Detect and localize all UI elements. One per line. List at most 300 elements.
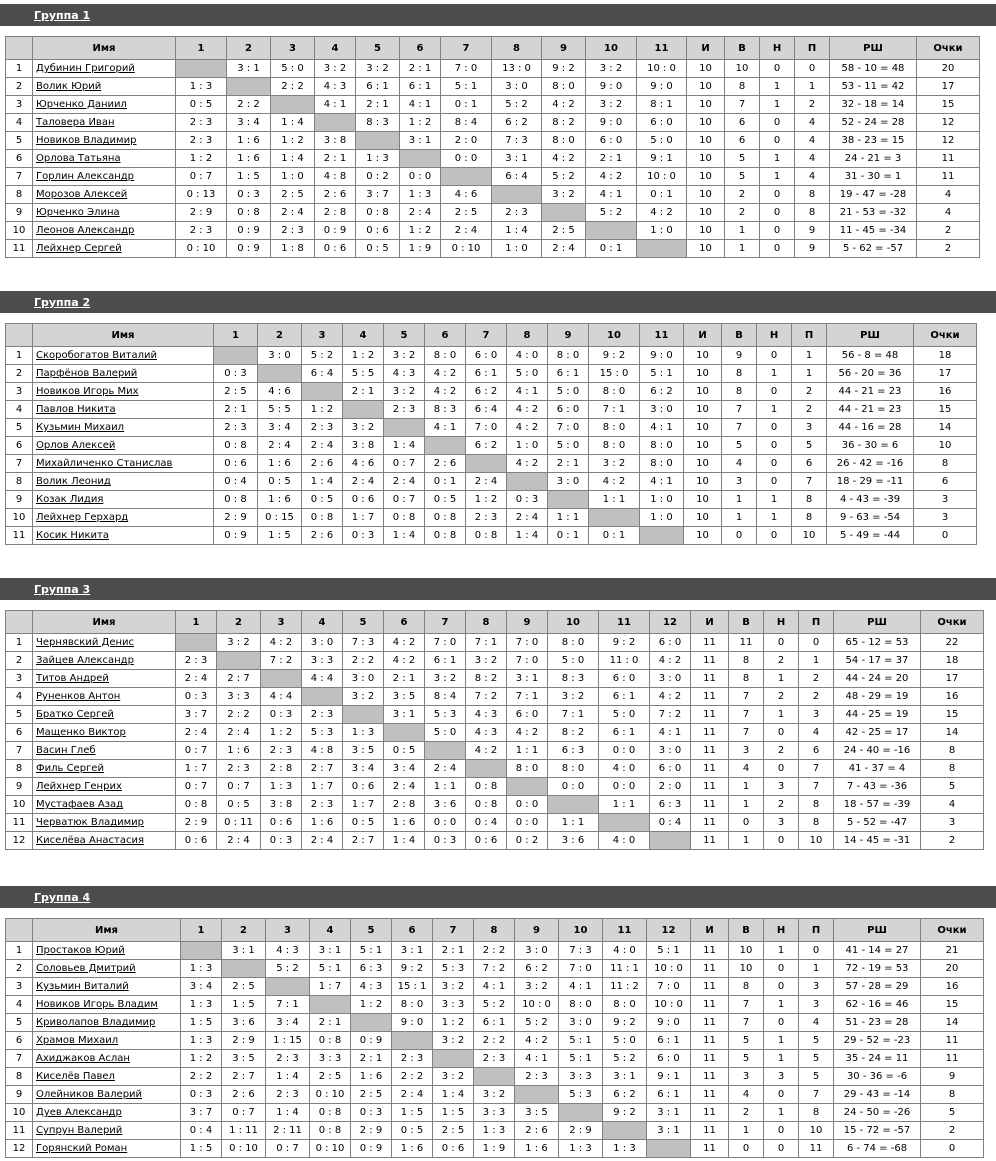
score-cell: 16 <box>914 383 977 401</box>
column-header: Имя <box>33 611 176 634</box>
score-cell: 2 : 1 <box>548 455 589 473</box>
player-name-link[interactable]: Лейхнер Генрих <box>36 781 122 792</box>
table-header-row <box>6 611 984 634</box>
column-header: 4 <box>315 37 356 60</box>
score-cell: 0 : 5 <box>343 814 384 832</box>
score-cell: 1 : 3 <box>181 1032 222 1050</box>
score-cell: 5 : 2 <box>542 168 586 186</box>
score-cell: 0 : 6 <box>343 778 384 796</box>
score-cell: 0 : 8 <box>356 204 400 222</box>
score-cell: 1 <box>792 365 827 383</box>
score-cell <box>343 401 384 419</box>
score-cell: 17 <box>921 670 984 688</box>
column-header: Н <box>764 919 799 942</box>
score-cell: 11 <box>691 634 729 652</box>
player-name-link[interactable]: Павлов Никита <box>36 404 116 415</box>
player-name-link[interactable]: Кузьмин Михаил <box>36 422 125 433</box>
score-cell: 30 - 36 = -6 <box>834 1068 921 1086</box>
player-name-link[interactable]: Новиков Игорь Мих <box>36 386 139 397</box>
score-cell: 1 <box>757 509 792 527</box>
score-cell: 2 <box>792 383 827 401</box>
player-name-link[interactable]: Косик Никита <box>36 530 109 541</box>
score-cell: 5 <box>921 1104 984 1122</box>
table-row <box>6 419 977 437</box>
score-cell: 29 - 52 = -23 <box>834 1032 921 1050</box>
player-name-link[interactable]: Волик Леонид <box>36 476 111 487</box>
score-cell: 1 : 3 <box>343 724 384 742</box>
score-cell: 2 : 4 <box>441 222 492 240</box>
player-name-cell <box>33 1032 181 1050</box>
score-cell: 6 : 1 <box>599 688 650 706</box>
column-header: 11 <box>640 324 684 347</box>
score-cell <box>343 706 384 724</box>
rank-cell: 10 <box>6 222 33 240</box>
score-cell: 4 <box>795 132 830 150</box>
column-header: 1 <box>176 37 227 60</box>
player-name-link[interactable]: Братко Сергей <box>36 709 114 720</box>
score-cell: 2 : 1 <box>433 942 474 960</box>
column-header: 2 <box>258 324 302 347</box>
score-cell: 0 : 4 <box>466 814 507 832</box>
score-cell: 2 : 5 <box>310 1068 351 1086</box>
score-cell: 3 <box>914 509 977 527</box>
column-header <box>6 919 33 942</box>
table-row <box>6 96 980 114</box>
player-name-link[interactable]: Горлин Александр <box>36 171 135 182</box>
score-cell: 1 : 5 <box>392 1104 433 1122</box>
score-cell: 12 <box>917 132 980 150</box>
player-name-link[interactable]: Парфёнов Валерий <box>36 368 138 379</box>
score-cell: 11 <box>691 814 729 832</box>
column-header: И <box>691 611 729 634</box>
player-name-link[interactable]: Дубинин Григорий <box>36 63 135 74</box>
player-name-link[interactable]: Васин Глеб <box>36 745 96 756</box>
rank-cell: 3 <box>6 383 33 401</box>
score-cell: 2 <box>917 240 980 258</box>
score-cell: 1 : 3 <box>176 78 227 96</box>
score-cell: 7 : 0 <box>425 634 466 652</box>
player-name-link[interactable]: Киселёва Анастасия <box>36 835 144 846</box>
score-cell: 1 : 2 <box>176 150 227 168</box>
score-cell <box>507 473 548 491</box>
table-row <box>6 1104 984 1122</box>
player-name-link[interactable]: Ахиджаков Аслан <box>36 1053 130 1064</box>
score-cell: 2 <box>725 186 760 204</box>
score-cell: 0 <box>764 634 799 652</box>
score-cell: 0 : 8 <box>384 509 425 527</box>
player-name-link[interactable]: Юрченко Элина <box>36 207 120 218</box>
column-header: И <box>687 37 725 60</box>
rank-cell: 1 <box>6 347 33 365</box>
score-cell: 3 : 2 <box>586 96 637 114</box>
group-title-link[interactable]: Группа 3 <box>34 583 91 596</box>
score-cell: 1 <box>729 796 764 814</box>
player-name-link[interactable]: Новиков Игорь Владим <box>36 999 158 1010</box>
rank-cell: 8 <box>6 186 33 204</box>
score-cell: 3 : 2 <box>586 60 637 78</box>
score-cell: 3 : 2 <box>384 383 425 401</box>
score-cell: 7 <box>799 1086 834 1104</box>
score-cell: 2 : 2 <box>343 652 384 670</box>
score-cell: 8 : 0 <box>548 347 589 365</box>
score-cell: 2 : 3 <box>176 222 227 240</box>
column-header <box>6 324 33 347</box>
score-cell: 1 : 2 <box>466 491 507 509</box>
score-cell: 3 : 0 <box>492 78 542 96</box>
player-name-link[interactable]: Горянский Роман <box>36 1143 128 1154</box>
score-cell: 2 : 4 <box>466 473 507 491</box>
score-cell: 10 <box>729 960 764 978</box>
player-name-link[interactable]: Скоробогатов Виталий <box>36 350 157 361</box>
score-cell: 9 : 1 <box>637 150 687 168</box>
score-cell: 3 : 1 <box>507 670 548 688</box>
score-cell: 3 : 8 <box>343 437 384 455</box>
score-cell: 4 : 1 <box>507 383 548 401</box>
column-header: 4 <box>343 324 384 347</box>
score-cell: 3 : 2 <box>356 60 400 78</box>
score-cell: 1 <box>764 1104 799 1122</box>
score-cell: 11 <box>691 978 729 996</box>
score-cell: 8 : 4 <box>441 114 492 132</box>
group-title-link[interactable]: Группа 4 <box>34 891 91 904</box>
score-cell: 19 - 47 = -28 <box>830 186 917 204</box>
results-table <box>5 610 984 850</box>
score-cell: 6 : 2 <box>492 114 542 132</box>
column-header: В <box>729 611 764 634</box>
score-cell: 1 : 4 <box>266 1104 310 1122</box>
player-name-link[interactable]: Орлов Алексей <box>36 440 116 451</box>
player-name-link[interactable]: Мащенко Виктор <box>36 727 126 738</box>
score-cell: 4 : 1 <box>650 724 691 742</box>
score-cell: 0 : 1 <box>637 186 687 204</box>
score-cell: 7 : 1 <box>266 996 310 1014</box>
score-cell: 3 : 0 <box>515 942 559 960</box>
score-cell: 2 : 3 <box>266 1086 310 1104</box>
score-cell: 3 : 1 <box>647 1104 691 1122</box>
score-cell: 5 - 52 = -47 <box>834 814 921 832</box>
score-cell: 0 : 10 <box>441 240 492 258</box>
score-cell: 3 : 0 <box>343 670 384 688</box>
table-header-row <box>6 919 984 942</box>
score-cell: 2 : 2 <box>474 942 515 960</box>
score-cell: 6 : 0 <box>599 670 650 688</box>
column-header: В <box>729 919 764 942</box>
score-cell: 10 <box>684 527 722 545</box>
player-name-cell <box>33 114 176 132</box>
score-cell: 11 <box>691 1014 729 1032</box>
player-name-link[interactable]: Морозов Алексей <box>36 189 128 200</box>
score-cell: 2 <box>729 1104 764 1122</box>
player-name-link[interactable]: Таловера Иван <box>36 117 115 128</box>
score-cell: 2 : 8 <box>315 204 356 222</box>
score-cell: 10 : 0 <box>637 168 687 186</box>
score-cell: 0 <box>760 204 795 222</box>
score-cell: 7 <box>722 401 757 419</box>
score-cell: 7 : 0 <box>548 419 589 437</box>
table-row <box>6 634 984 652</box>
table-row <box>6 960 984 978</box>
score-cell <box>492 186 542 204</box>
score-cell: 8 : 0 <box>640 437 684 455</box>
score-cell: 5 <box>799 1050 834 1068</box>
column-header: 11 <box>599 611 650 634</box>
score-cell: 57 - 28 = 29 <box>834 978 921 996</box>
score-cell: 3 : 4 <box>343 760 384 778</box>
score-cell: 8 : 0 <box>425 347 466 365</box>
score-cell: 2 : 7 <box>222 1068 266 1086</box>
player-name-cell <box>33 509 214 527</box>
score-cell: 62 - 16 = 46 <box>834 996 921 1014</box>
score-cell: 4 : 2 <box>425 383 466 401</box>
player-name-link[interactable]: Леонов Александр <box>36 225 135 236</box>
score-cell: 6 : 4 <box>492 168 542 186</box>
group-title-link[interactable]: Группа 2 <box>34 296 91 309</box>
player-name-link[interactable]: Мустафаев Азад <box>36 799 124 810</box>
score-cell: 8 : 0 <box>589 383 640 401</box>
score-cell: 8 <box>795 204 830 222</box>
player-name-link[interactable]: Руненков Антон <box>36 691 121 702</box>
score-cell: 1 <box>729 778 764 796</box>
score-cell: 2 : 1 <box>384 670 425 688</box>
score-cell: 6 : 1 <box>425 652 466 670</box>
score-cell: 20 <box>921 960 984 978</box>
score-cell: 1 : 5 <box>258 527 302 545</box>
player-name-cell <box>33 150 176 168</box>
score-cell: 1 : 9 <box>400 240 441 258</box>
score-cell: 1 <box>799 652 834 670</box>
score-cell: 3 <box>799 706 834 724</box>
score-cell: 15 <box>917 96 980 114</box>
score-cell: 2 : 6 <box>315 186 356 204</box>
score-cell: 0 : 1 <box>441 96 492 114</box>
group-title-link[interactable]: Группа 1 <box>34 9 91 22</box>
player-name-link[interactable]: Кузьмин Виталий <box>36 981 129 992</box>
score-cell: 1 : 0 <box>637 222 687 240</box>
score-cell: 6 : 4 <box>302 365 343 383</box>
score-cell: 6 : 0 <box>507 706 548 724</box>
score-cell: 38 - 23 = 15 <box>830 132 917 150</box>
score-cell: 3 : 1 <box>647 1122 691 1140</box>
score-cell: 1 : 1 <box>548 814 599 832</box>
rank-cell: 2 <box>6 365 33 383</box>
score-cell: 1 : 3 <box>400 186 441 204</box>
score-cell: 0 <box>764 760 799 778</box>
score-cell: 6 : 3 <box>548 742 599 760</box>
player-name-link[interactable]: Орлова Татьяна <box>36 153 121 164</box>
score-cell: 4 : 2 <box>261 634 302 652</box>
column-header: 3 <box>266 919 310 942</box>
score-cell: 0 : 10 <box>310 1140 351 1158</box>
table-row <box>6 204 980 222</box>
player-name-cell <box>33 527 214 545</box>
score-cell: 2 : 5 <box>441 204 492 222</box>
score-cell: 10 <box>684 365 722 383</box>
score-cell: 3 : 2 <box>474 1086 515 1104</box>
score-cell: 6 <box>725 132 760 150</box>
column-header: 2 <box>217 611 261 634</box>
score-cell: 36 - 30 = 6 <box>827 437 914 455</box>
score-cell: 3 : 2 <box>466 652 507 670</box>
score-cell: 4 <box>795 150 830 168</box>
score-cell: 0 <box>729 814 764 832</box>
score-cell: 1 <box>760 150 795 168</box>
score-cell: 0 : 5 <box>176 96 227 114</box>
rank-cell: 3 <box>6 978 33 996</box>
score-cell: 0 : 1 <box>425 473 466 491</box>
score-cell: 1 : 7 <box>343 796 384 814</box>
player-name-link[interactable]: Филь Сергей <box>36 763 104 774</box>
player-name-link[interactable]: Юрченко Даниил <box>36 99 127 110</box>
rank-cell: 8 <box>6 760 33 778</box>
rank-cell: 12 <box>6 1140 33 1158</box>
score-cell: 2 <box>799 670 834 688</box>
player-name-link[interactable]: Дуев Александр <box>36 1107 122 1118</box>
score-cell: 2 : 5 <box>433 1122 474 1140</box>
score-cell: 1 : 2 <box>181 1050 222 1068</box>
player-name-link[interactable]: Олейников Валерий <box>36 1089 143 1100</box>
column-header: Имя <box>33 37 176 60</box>
score-cell: 0 : 6 <box>315 240 356 258</box>
player-name-link[interactable]: Черватюк Владимир <box>36 817 145 828</box>
column-header: В <box>722 324 757 347</box>
score-cell: 10 <box>687 204 725 222</box>
score-cell: 6 : 0 <box>548 401 589 419</box>
player-name-link[interactable]: Храмов Михаил <box>36 1035 119 1046</box>
player-name-link[interactable]: Супрун Валерий <box>36 1125 123 1136</box>
player-name-link[interactable]: Криволапов Владимир <box>36 1017 156 1028</box>
score-cell: 8 <box>921 1086 984 1104</box>
score-cell: 8 : 0 <box>542 78 586 96</box>
score-cell: 3 : 6 <box>425 796 466 814</box>
score-cell: 8 <box>792 491 827 509</box>
score-cell: 4 <box>795 168 830 186</box>
score-cell: 5 : 0 <box>271 60 315 78</box>
score-cell: 18 <box>914 347 977 365</box>
score-cell: 1 : 2 <box>433 1014 474 1032</box>
score-cell: 3 : 2 <box>433 1068 474 1086</box>
player-name-cell <box>33 1014 181 1032</box>
score-cell: 2 : 7 <box>343 832 384 850</box>
score-cell: 11 <box>917 168 980 186</box>
player-name-cell <box>33 78 176 96</box>
column-header <box>6 37 33 60</box>
score-cell: 1 : 4 <box>492 222 542 240</box>
score-cell: 10 <box>687 240 725 258</box>
score-cell: 4 <box>795 114 830 132</box>
score-cell: 3 : 2 <box>315 60 356 78</box>
score-cell: 10 <box>792 527 827 545</box>
score-cell: 4 : 2 <box>507 419 548 437</box>
score-cell: 0 : 5 <box>258 473 302 491</box>
score-cell: 2 : 0 <box>650 778 691 796</box>
score-cell: 7 : 0 <box>441 60 492 78</box>
score-cell: 1 : 1 <box>425 778 466 796</box>
score-cell: 5 : 5 <box>343 365 384 383</box>
score-cell: 2 : 4 <box>176 670 217 688</box>
score-cell: 2 : 2 <box>181 1068 222 1086</box>
score-cell: 72 - 19 = 53 <box>834 960 921 978</box>
score-cell: 7 : 2 <box>650 706 691 724</box>
player-name-link[interactable]: Титов Андрей <box>36 673 109 684</box>
score-cell: 1 : 5 <box>227 168 271 186</box>
score-cell: 5 : 1 <box>647 942 691 960</box>
player-name-link[interactable]: Новиков Владимир <box>36 135 137 146</box>
score-cell: 0 : 3 <box>351 1104 392 1122</box>
player-name-link[interactable]: Волик Юрий <box>36 81 102 92</box>
rank-cell: 7 <box>6 1050 33 1068</box>
score-cell: 0 : 2 <box>356 168 400 186</box>
score-cell: 3 : 2 <box>433 978 474 996</box>
score-cell: 14 <box>921 1014 984 1032</box>
score-cell <box>650 832 691 850</box>
score-cell: 2 : 4 <box>384 473 425 491</box>
table-row <box>6 365 977 383</box>
player-name-link[interactable]: Простаков Юрий <box>36 945 125 956</box>
score-cell: 8 <box>729 652 764 670</box>
player-name-link[interactable]: Козак Лидия <box>36 494 104 505</box>
score-cell: 2 : 3 <box>392 1050 433 1068</box>
rank-cell: 11 <box>6 240 33 258</box>
score-cell: 5 <box>799 1032 834 1050</box>
score-cell: 4 : 0 <box>599 760 650 778</box>
player-name-cell <box>33 814 176 832</box>
score-cell: 0 : 3 <box>176 688 217 706</box>
score-cell: 1 : 4 <box>433 1086 474 1104</box>
score-cell: 8 : 0 <box>640 455 684 473</box>
score-cell <box>515 1086 559 1104</box>
score-cell <box>392 1032 433 1050</box>
score-cell: 4 : 2 <box>384 652 425 670</box>
rank-cell: 11 <box>6 814 33 832</box>
score-cell: 11 - 45 = -34 <box>830 222 917 240</box>
score-cell: 4 <box>722 455 757 473</box>
table-row <box>6 240 980 258</box>
player-name-link[interactable]: Зайцев Александр <box>36 655 134 666</box>
score-cell: 9 : 0 <box>586 78 637 96</box>
player-name-link[interactable]: Лейхнер Герхард <box>36 512 129 523</box>
score-cell: 2 : 1 <box>400 60 441 78</box>
score-cell: 8 <box>799 796 834 814</box>
score-cell: 42 - 25 = 17 <box>834 724 921 742</box>
score-cell: 1 : 5 <box>181 1140 222 1158</box>
score-cell: 8 <box>792 509 827 527</box>
score-cell: 4 : 2 <box>507 455 548 473</box>
score-cell: 1 : 6 <box>258 491 302 509</box>
player-name-link[interactable]: Чернявский Денис <box>36 637 135 648</box>
score-cell: 10 <box>687 60 725 78</box>
rank-cell: 7 <box>6 168 33 186</box>
column-header: 10 <box>548 611 599 634</box>
score-cell: 2 : 0 <box>441 132 492 150</box>
score-cell: 0 : 0 <box>548 778 599 796</box>
table-header-row <box>6 37 980 60</box>
score-cell <box>384 419 425 437</box>
score-cell: 0 : 7 <box>222 1104 266 1122</box>
score-cell: 58 - 10 = 48 <box>830 60 917 78</box>
player-name-link[interactable]: Киселёв Павел <box>36 1071 115 1082</box>
score-cell: 5 : 2 <box>515 1014 559 1032</box>
player-name-link[interactable]: Соловьев Дмитрий <box>36 963 136 974</box>
score-cell: 4 : 3 <box>315 78 356 96</box>
score-cell: 11 <box>691 688 729 706</box>
score-cell: 6 <box>914 473 977 491</box>
score-cell: 22 <box>921 634 984 652</box>
player-name-link[interactable]: Михайличенко Станислав <box>36 458 173 469</box>
score-cell: 0 : 9 <box>351 1140 392 1158</box>
player-name-link[interactable]: Лейхнер Сергей <box>36 243 122 254</box>
score-cell: 3 <box>764 1068 799 1086</box>
rank-cell: 2 <box>6 78 33 96</box>
